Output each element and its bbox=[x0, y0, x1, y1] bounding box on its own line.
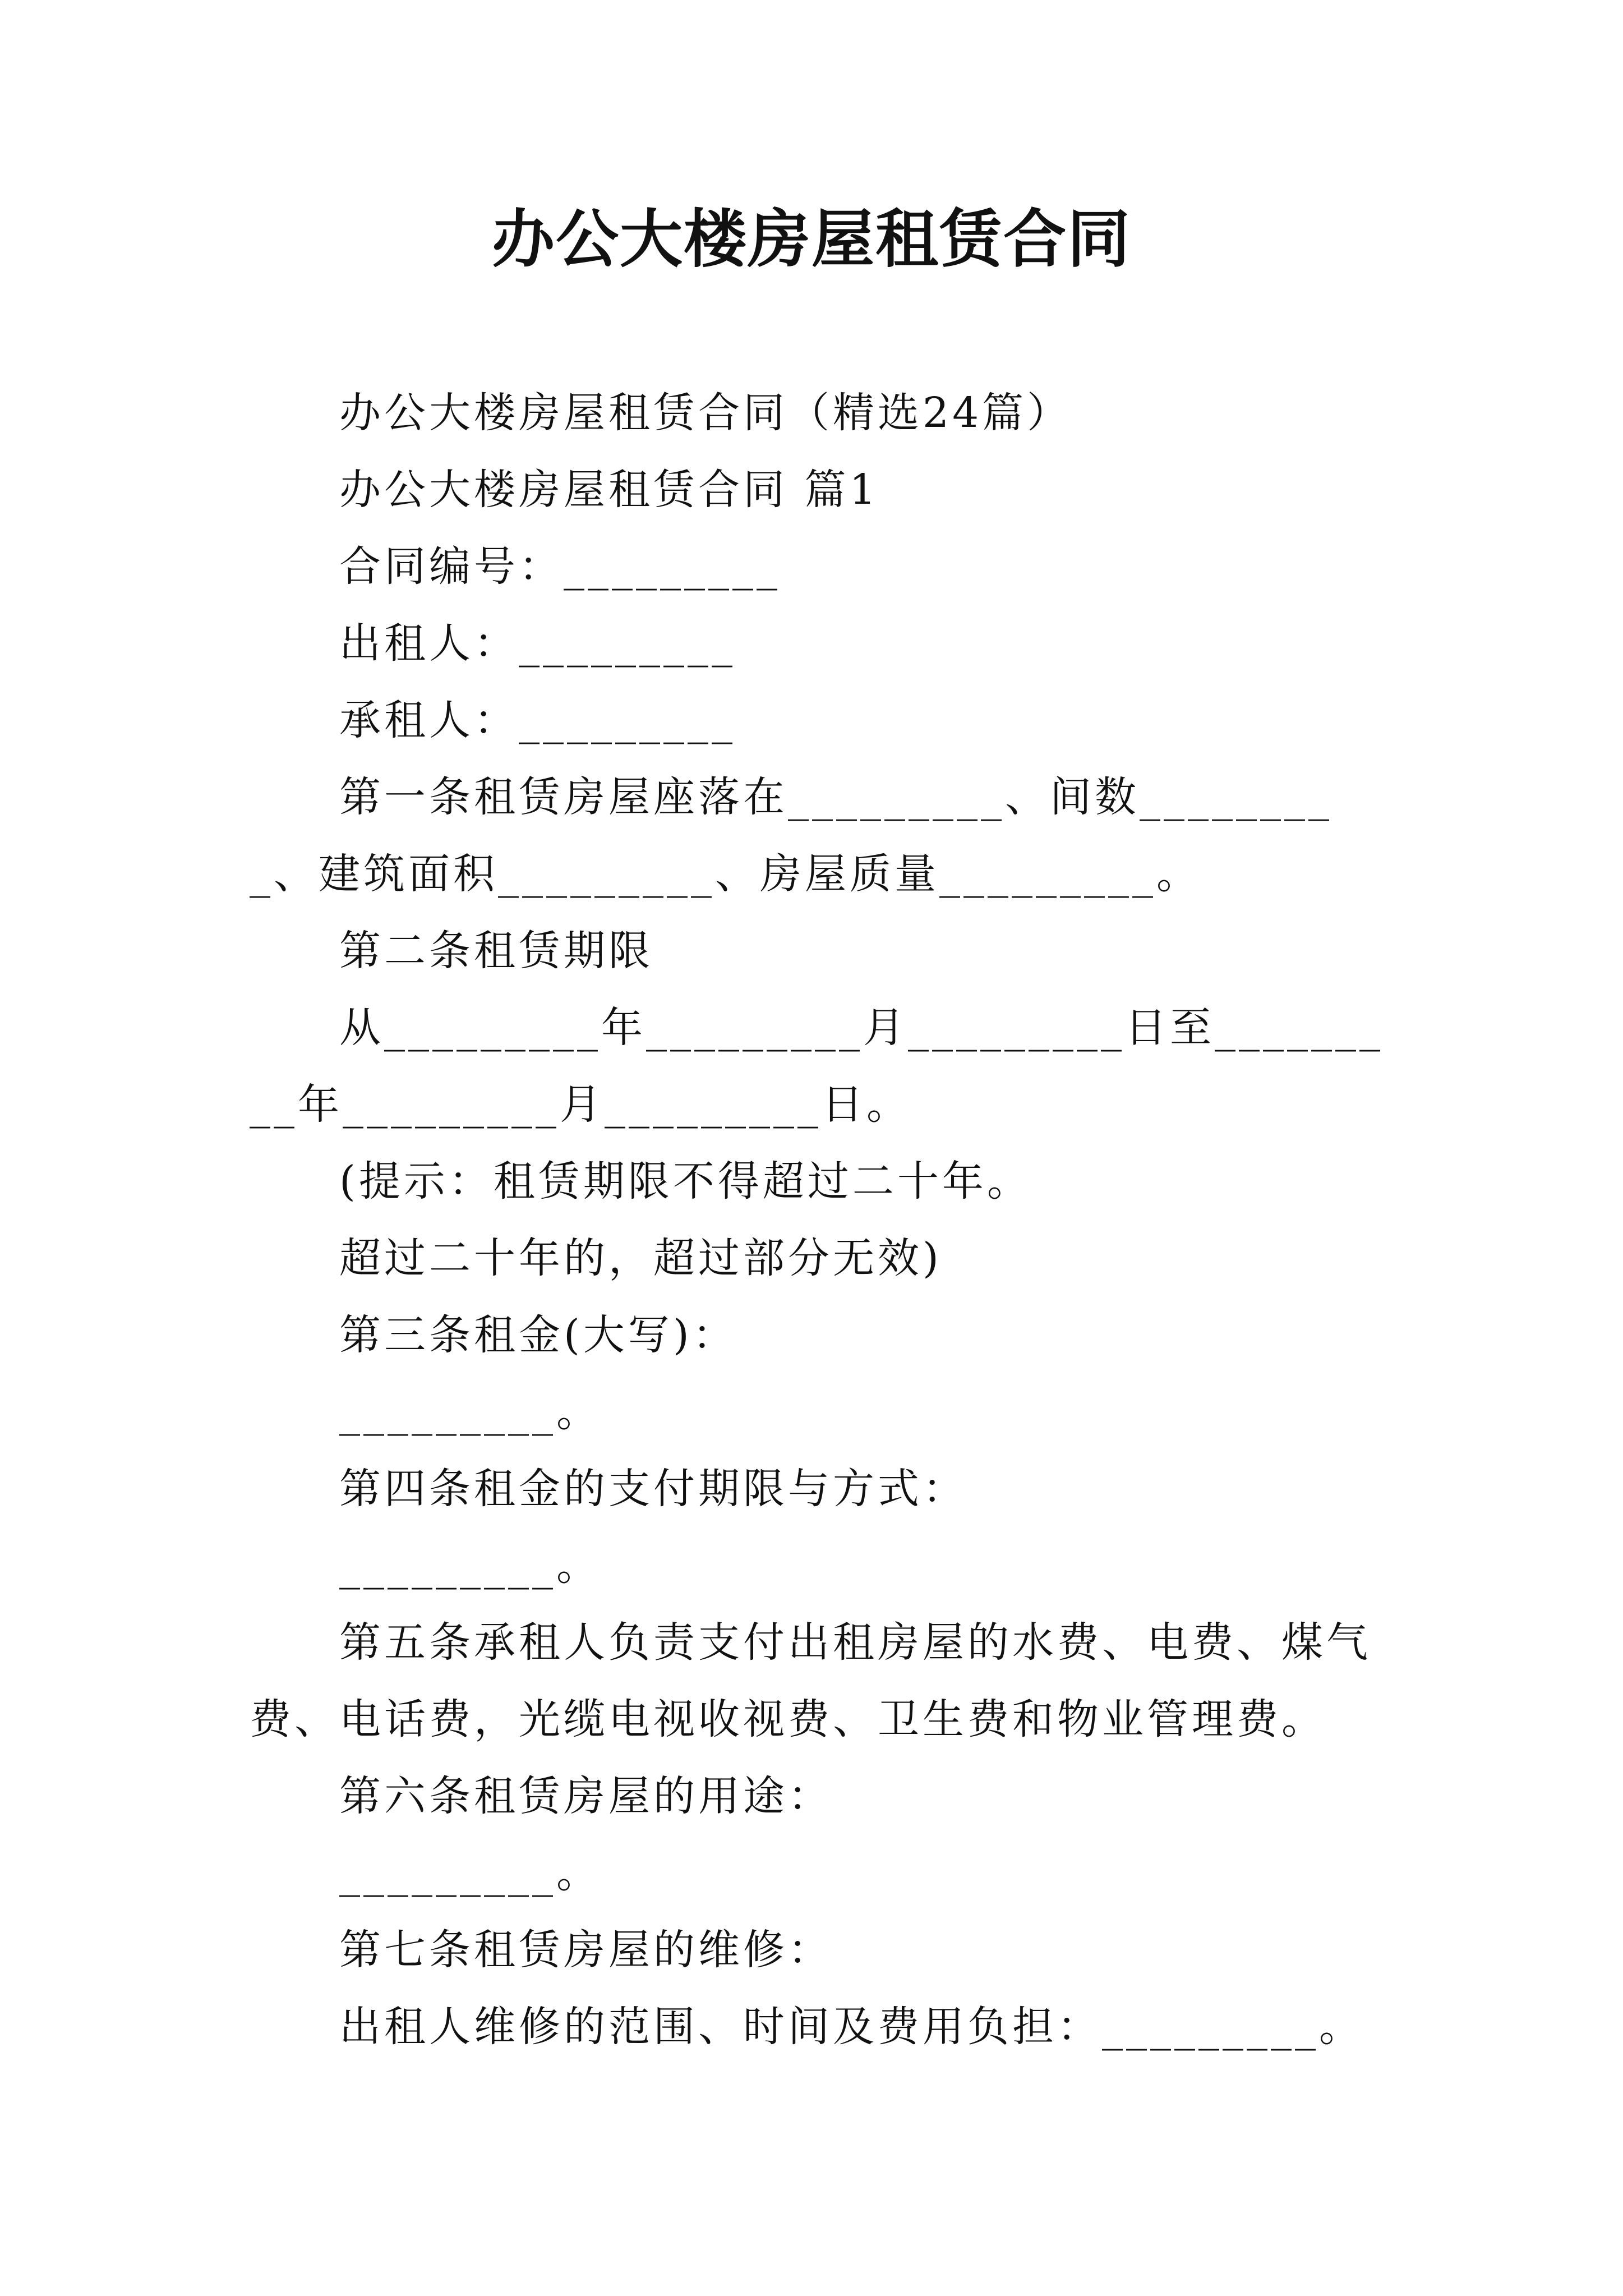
paragraph: _________。 bbox=[339, 1388, 601, 1436]
paragraph: 第七条租赁房屋的维修： bbox=[339, 1926, 833, 1974]
paragraph: _________。 bbox=[339, 1849, 601, 1897]
paragraph: 第二条租赁期限 bbox=[339, 927, 653, 975]
paragraph: _________。 bbox=[339, 1542, 601, 1590]
paragraph: 出租人：_________ bbox=[339, 619, 736, 668]
paragraph: 合同编号：_________ bbox=[339, 542, 781, 591]
paragraph: 第四条租金的支付期限与方式： bbox=[339, 1465, 967, 1513]
paragraph: 第五条承租人负责支付出租房屋的水费、电费、煤气费、电话费，光缆电视收视费、卫生费和物业管理费。 bbox=[250, 1618, 1371, 1743]
paragraph: 超过二十年的，超过部分无效) bbox=[339, 1234, 942, 1282]
paragraph: 办公大楼房屋租赁合同（精选24篇） bbox=[339, 389, 1072, 437]
paragraph: (提示：租赁期限不得超过二十年。 bbox=[339, 1157, 1032, 1205]
paragraph: 第三条租金(大写)： bbox=[339, 1311, 737, 1359]
paragraph: 从_________年_________月_________日至_________年_________月_________日。 bbox=[250, 1004, 1384, 1129]
paragraph: 承租人：_________ bbox=[339, 696, 736, 744]
paragraph: 第一条租赁房屋座落在_________、间数_________、建筑面积_________、房屋质量_________。 bbox=[250, 773, 1332, 898]
paragraph: 第六条租赁房屋的用途： bbox=[339, 1772, 833, 1820]
paragraph: 出租人维修的范围、时间及费用负担：_________。 bbox=[339, 2003, 1364, 2051]
paragraph: 办公大楼房屋租赁合同 篇1 bbox=[339, 466, 879, 514]
document-body bbox=[250, 375, 1388, 2065]
document-title: 办公大楼房屋租赁合同 bbox=[492, 203, 1131, 276]
